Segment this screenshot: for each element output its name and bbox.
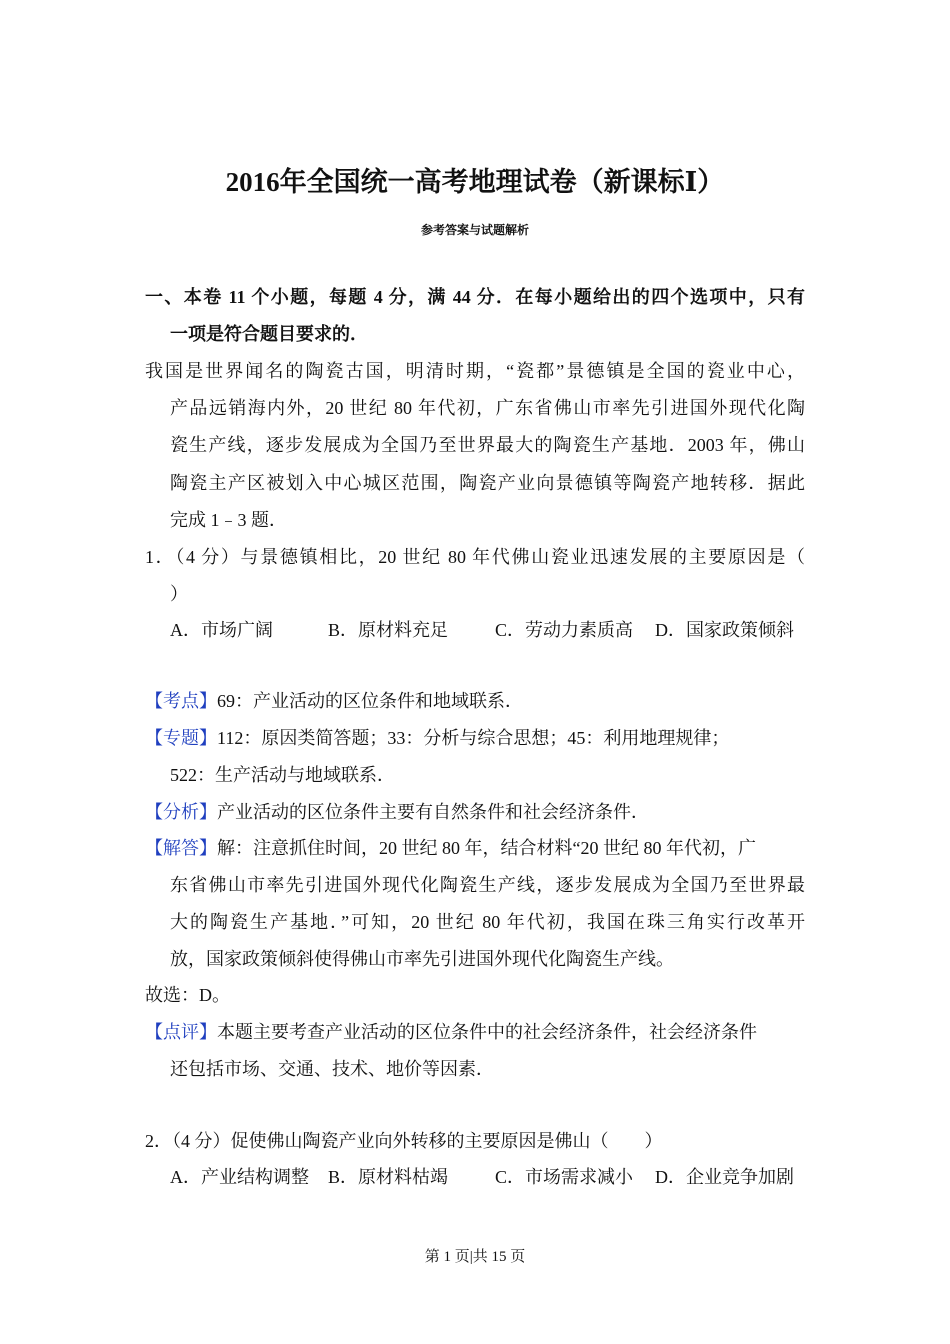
passage-line: 产品远销海内外，20 世纪 80 年代初，广东省佛山市率先引进国外现代化陶 — [170, 398, 805, 418]
jieda-text: 解：注意抓住时间，20 世纪 80 年，结合材料“20 世纪 80 年代初，广 — [217, 838, 756, 858]
zhuanti-line: 522：生产活动与地域联系． — [170, 765, 395, 785]
q2-option-a: A．产业结构调整 — [170, 1167, 309, 1187]
question-1-stem: 1．（4 分）与景德镇相比，20 世纪 80 年代佛山瓷业迅速发展的主要原因是（ — [145, 547, 805, 567]
fenxi-line — [145, 800, 805, 824]
section-heading-line: 一、本卷 11 个小题，每题 4 分，满 44 分．在每小题给出的四个选项中，只有 — [145, 287, 805, 307]
jieda-line: 东省佛山市率先引进国外现代化陶瓷生产线，逐步发展成为全国乃至世界最 — [170, 875, 805, 895]
q1-option-c: C．劳动力素质高 — [495, 620, 634, 640]
zhuanti-text: 112：原因类简答题；33：分析与综合思想；45：利用地理规律； — [217, 728, 730, 748]
zhuanti-line — [145, 726, 805, 750]
q1-option-b: B．原材料充足 — [328, 620, 449, 640]
q1-option-a: A．市场广阔 — [170, 620, 273, 640]
jieda-line — [145, 836, 805, 860]
page-footer: 第 1 页|共 15 页 — [424, 1249, 526, 1265]
jieda-line: 大的陶瓷生产基地．”可知，20 世纪 80 年代初，我国在珠三角实行改革开 — [170, 912, 805, 932]
passage-line: 陶瓷主产区被划入中心城区范围，陶瓷产业向景德镇等陶瓷产地转移．据此 — [170, 473, 805, 493]
kaodian-text: 69：产业活动的区位条件和地域联系． — [217, 691, 523, 711]
passage-line: 瓷生产线，逐步发展成为全国乃至世界最大的陶瓷生产基地．2003 年，佛山 — [170, 435, 805, 455]
dianping-label: 【点评】 — [145, 1022, 217, 1042]
section-heading-line: 一项是符合题目要求的． — [170, 324, 368, 344]
q2-option-c: C．市场需求减小 — [495, 1167, 634, 1187]
jieda-line: 放，国家政策倾斜使得佛山市率先引进国外现代化陶瓷生产线。 — [170, 949, 674, 969]
passage-line: 我国是世界闻名的陶瓷古国，明清时期，“瓷都”景德镇是全国的瓷业中心， — [145, 361, 805, 381]
q1-option-d: D．国家政策倾斜 — [655, 620, 794, 640]
question-2-stem: 2．（4 分）促使佛山陶瓷产业向外转移的主要原因是佛山（ ） — [145, 1131, 663, 1151]
zhuanti-label: 【专题】 — [145, 728, 217, 748]
question-1-stem: ） — [170, 584, 188, 604]
answer-line: 故选：D。 — [145, 985, 230, 1005]
passage-line: 完成 1﹣3 题． — [170, 510, 287, 530]
jieda-label: 【解答】 — [145, 838, 217, 858]
page-subtitle: 参考答案与试题解析 — [420, 223, 529, 237]
dianping-line: 还包括市场、交通、技术、地价等因素． — [170, 1059, 494, 1079]
dianping-line — [145, 1020, 805, 1044]
page-title: 2016年全国统一高考地理试卷（新课标Ⅰ） — [225, 167, 725, 197]
fenxi-text: 产业活动的区位条件主要有自然条件和社会经济条件． — [217, 802, 649, 822]
q2-option-d: D．企业竞争加剧 — [655, 1167, 794, 1187]
fenxi-label: 【分析】 — [145, 802, 217, 822]
kaodian-label: 【考点】 — [145, 691, 217, 711]
kaodian-line — [145, 689, 805, 713]
dianping-text: 本题主要考查产业活动的区位条件中的社会经济条件，社会经济条件 — [217, 1022, 757, 1042]
q2-option-b: B．原材料枯竭 — [328, 1167, 449, 1187]
